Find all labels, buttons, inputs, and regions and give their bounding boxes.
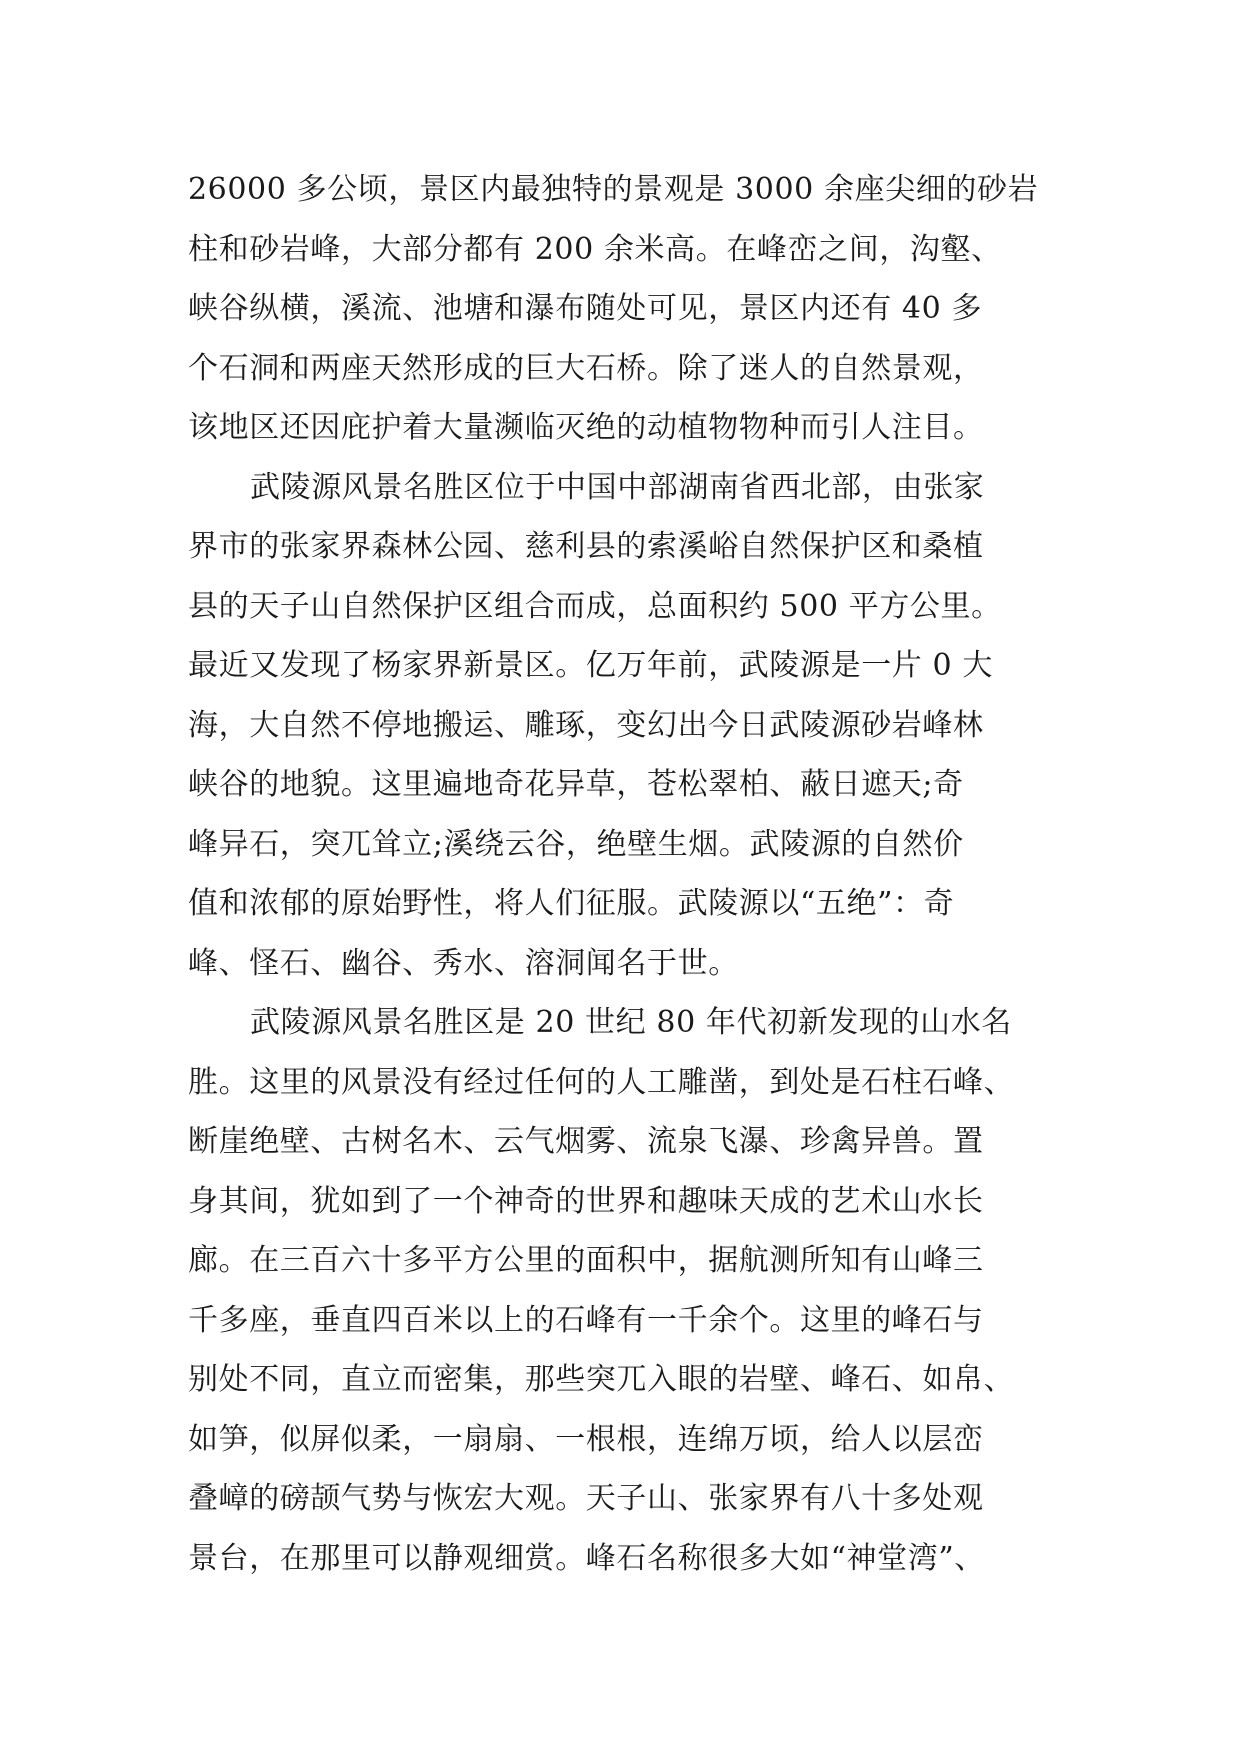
text-line: 景台，在那里可以静观细赏。峰石名称很多大如“神堂湾”、: [188, 1540, 985, 1576]
text-line: 胜。这里的风景没有经过任何的人工雕凿，到处是石柱石峰、: [188, 1064, 1015, 1100]
text-line: 峡谷的地貌。这里遍地奇花异草，苍松翠柏、蔽日遮天;奇: [188, 767, 964, 802]
text-line: 武陵源风景名胜区位于中国中部湖南省西北部，由张家: [250, 469, 985, 505]
body-text: [188, 160, 1068, 1588]
paragraph-2: [188, 458, 1068, 994]
text-line: 身其间，犹如到了一个神奇的世界和趣味天成的艺术山水长: [188, 1183, 984, 1219]
text-line: 叠嶂的磅颉气势与恢宏大观。天子山、张家界有八十多处观: [188, 1481, 984, 1516]
paragraph-1: [188, 160, 1068, 458]
text-line: 海，大自然不停地搬运、雕琢，变幻出今日武陵源砂岩峰林: [188, 707, 984, 743]
text-line: 廊。在三百六十多平方公里的面积中，据航测所知有山峰三: [188, 1243, 984, 1278]
text-line: 值和浓郁的原始野性，将人们征服。武陵源以“五绝”：奇: [188, 886, 955, 921]
text-line: 峰、怪石、幽谷、秀水、溶洞闻名于世。: [188, 945, 739, 981]
text-line: 界市的张家界森林公园、慈利县的索溪峪自然保护区和桑植: [188, 529, 984, 564]
text-line: 最近又发现了杨家界新景区。亿万年前，武陵源是一片 0 大: [188, 648, 993, 683]
text-line: 柱和砂岩峰，大部分都有 200 余米高。在峰峦之间，沟壑、: [188, 231, 1002, 267]
text-line: 武陵源风景名胜区是 20 世纪 80 年代初新发现的山水名: [250, 1005, 1012, 1040]
text-line: 如笋，似屏似柔，一扇扇、一根根，连绵万顷，给人以层峦: [188, 1421, 984, 1457]
text-line: 断崖绝壁、古树名木、云气烟雾、流泉飞瀑、珍禽异兽。置: [188, 1124, 984, 1159]
text-line: 峰异石，突兀耸立;溪绕云谷，绝壁生烟。武陵源的自然价: [188, 826, 964, 862]
paragraph-3: [188, 993, 1068, 1588]
text-line: 峡谷纵横，溪流、池塘和瀑布随处可见，景区内还有 40 多: [188, 291, 983, 326]
text-line: 该地区还因庇护着大量濒临灭绝的动植物物种而引人注目。: [188, 410, 984, 445]
text-line: 26000 多公顷，景区内最独特的景观是 3000 余座尖细的砂岩: [188, 172, 1039, 207]
text-line: 别处不同，直立而密集，那些突兀入眼的岩壁、峰石、如帛、: [188, 1362, 1015, 1397]
text-line: 县的天子山自然保护区组合而成，总面积约 500 平方公里。: [188, 588, 1002, 624]
text-line: 个石洞和两座天然形成的巨大石桥。除了迷人的自然景观，: [188, 350, 984, 386]
text-line: 千多座，垂直四百米以上的石峰有一千余个。这里的峰石与: [188, 1302, 984, 1338]
